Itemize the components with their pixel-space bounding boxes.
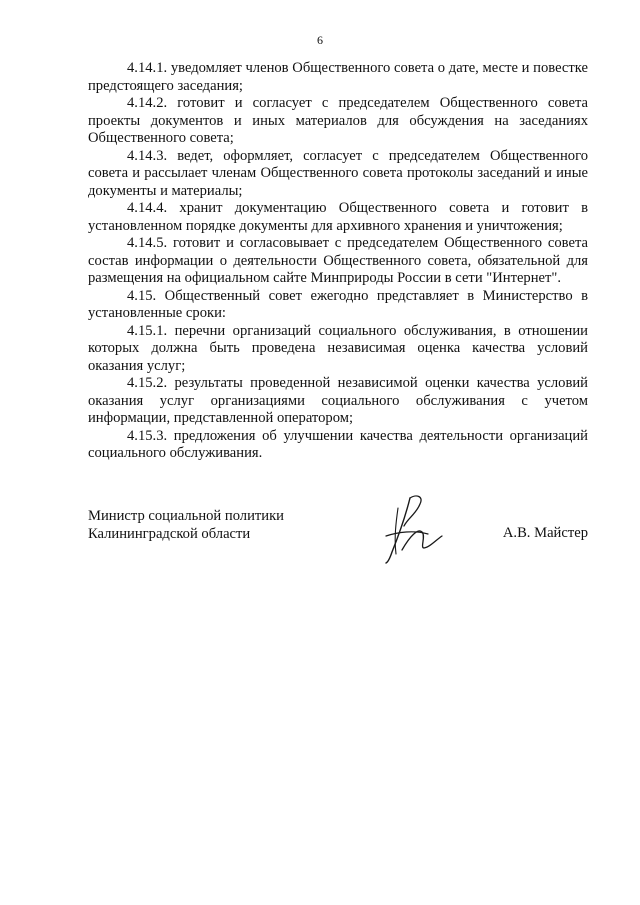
signatory-name: А.В. Майстер: [502, 525, 588, 541]
paragraph-4-14-2: 4.14.2. готовит и согласует с председателем Общественного совета проекты документов и иных материалов для обсуждения на заседаниях Общественного совета;: [88, 95, 588, 146]
paragraph-4-15-1: 4.15.1. перечни организаций социального обслуживания, в отношении которых должна быть проведена независимая оценка качества условий оказания услуг;: [88, 322, 588, 374]
paragraph-4-15-2: 4.15.2. результаты проведенной независимой оценки качества условий оказания услуг организациями социального обслуживания с учетом информации, представленной оператором;: [88, 375, 588, 426]
page-number: 6: [317, 33, 323, 47]
paragraph-4-14-1: 4.14.1. уведомляет членов Общественного совета о дате, месте и повестке предстоящего заседания;: [88, 60, 588, 94]
paragraph-4-15: 4.15. Общественный совет ежегодно представляет в Министерство в установленные сроки:: [88, 287, 588, 321]
document-body: [88, 60, 588, 463]
paragraph-4-14-4: 4.14.4. хранит документацию Общественного совета и готовит в установленном порядке документы для архивного хранения и уничтожения;: [88, 200, 588, 234]
paragraph-4-14-5: 4.14.5. готовит и согласовывает с председателем Общественного совета состав информации о деятельности Общественного совета, обязательной для размещения на официальном сайте Минприроды России в сети "Интернет".: [88, 235, 588, 286]
paragraph-4-15-3: 4.15.3. предложения об улучшении качества деятельности организаций социального обслуживания.: [88, 427, 588, 461]
signatory-position-line-2: Калининградской области: [88, 525, 251, 542]
handwritten-signature: [380, 492, 450, 564]
paragraph-4-14-3: 4.14.3. ведет, оформляет, согласует с председателем Общественного совета и рассылает членам Общественного совета протоколы заседаний и иные документы и материалы;: [88, 147, 588, 199]
signature-block: [88, 508, 588, 568]
signatory-position: [88, 508, 284, 543]
signatory-position-line-1: Министр социальной политики: [88, 508, 284, 524]
